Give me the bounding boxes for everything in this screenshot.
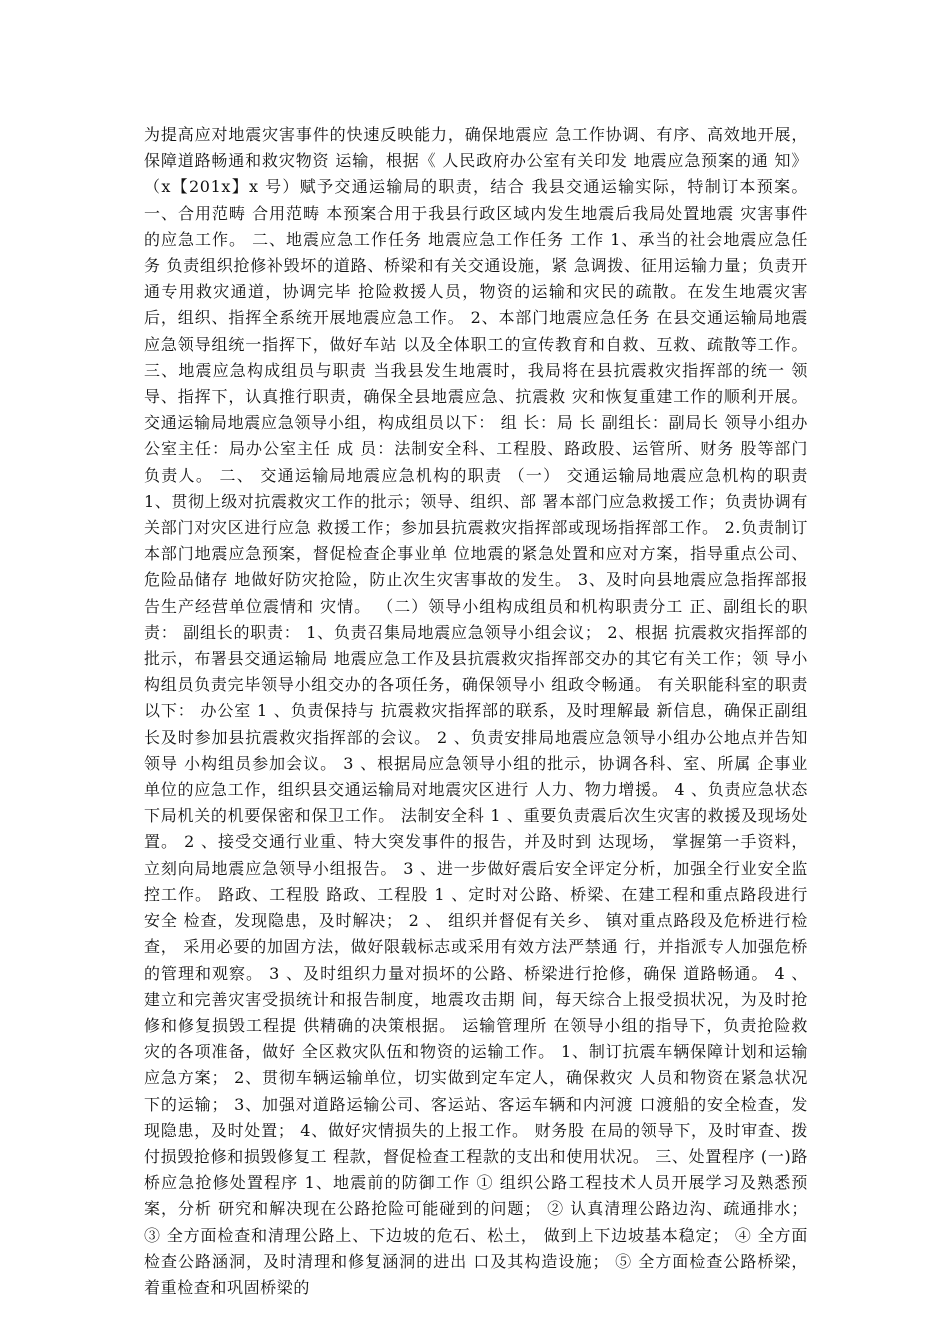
body-paragraph: 为提高应对地震灾害事件的快速反映能力，确保地震应 急工作协调、有序、高效地开展，保障道路畅通和救灾物资 运输，根据《 人民政府办公室有关印发 地震应急预案的通 知》（x【201x】x 号）赋予交通运输局的职责，结合 我县交通运输实际，特制订本预案。 一、合用范畴 合用范畴 本预案合用于我县行政区域内发生地震后我局处置地震 灾害事件的应急工作。 二、地震应急工作任务 地震应急工作任务 工作 1、承当的社会地震应急任务 负责组织抢修补毁坏的道路、桥梁和有关交通设施，紧 急调拨、征用运输力量；负责开通专用救灾通道，协调完毕 抢险救援人员，物资的运输和灾民的疏散。在发生地震灾害 后，组织、指挥全系统开展地震应急工作。 2、本部门地震应急任务 在县交通运输局地震应急领导组统一指挥下，做好车站 以及全体职工的宣传教育和自救、互救、疏散等工作。 三、地震应急构成组员与职责 当我县发生地震时，我局将在县抗震救灾指挥部的统一 领导、指挥下，认真推行职责，确保全县地震应急、抗震救 灾和恢复重建工作的顺利开展。 交通运输局地震应急领导小组，构成组员以下： 组 长：局 长 副组长：副局长 领导小组办公室主任：局办公室主任 成 员：法制安全科、工程股、路政股、运管所、财务 股等部门负责人。 二、 交通运输局地震应急机构的职责 （一） 交通运输局地震应急机构的职责 1、贯彻上级对抗震救灾工作的批示；领导、组织、部 署本部门应急救援工作；负责协调有关部门对灾区进行应急 救援工作；参加县抗震救灾指挥部或现场指挥部工作。 2.负责制订本部门地震应急预案，督促检查企事业单 位地震的紧急处置和应对方案，指导重点公司、危险品储存 地做好防灾抢险，防止次生灾害事故的发生。 3、及时向县地震应急指挥部报告生产经营单位震情和 灾情。 （二）领导小组构成组员和机构职责分工 正、副组长的职责： 副组长的职责： 1、负责召集局地震应急领导小组会议； 2、根据 抗震救灾指挥部的批示，布署县交通运输局 地震应急工作及县抗震救灾指挥部交办的其它有关工作；领 导小构组员负责完毕领导小组交办的各项任务，确保领导小 组政令畅通。 有关职能科室的职责以下： 办公室 1 、负责保持与 抗震救灾指挥部的联系，及时理解最 新信息，确保正副组长及时参加县抗震救灾指挥部的会议。 2 、负责安排局地震应急领导小组办公地点并告知领导 小构组员参加会议。 3 、根据局应急领导小组的批示，协调各科、室、所属 企事业单位的应急工作，组织县交通运输局对地震灾区进行 人力、物力增援。 4 、负责应急状态下局机关的机要保密和保卫工作。 法制安全科 1 、重要负责震后次生灾害的救援及现场处置。 2 、接受交通行业重、特大突发事件的报告，并及时到 达现场， 掌握第一手资料， 立刻向局地震应急领导小组报告。 3 、进一步做好震后安全评定分析，加强全行业安全监 控工作。 路政、工程股 路政、工程股 1 、定时对公路、桥梁、在建工程和重点路段进行安全 检查，发现隐患，及时解决； 2 、 组织并督促有关乡、 镇对重点路段及危桥进行检查， 采用必要的加固方法，做好限载标志或采用有效方法严禁通 行，并指派专人加强危桥的管理和观察。 3 、及时组织力量对损坏的公路、桥梁进行抢修，确保 道路畅通。 4 、建立和完善灾害受损统计和报告制度，地震攻击期 间，每天综合上报受损状况，为及时抢修和修复损毁工程提 供精确的决策根据。 运输管理所 在领导小组的指导下，负责抢险救灾的各项准备，做好 全区救灾队伍和物资的运输工作。 1、制订抗震车辆保障计划和运输应急方案； 2、贯彻车辆运输单位，切实做到定车定人，确保救灾 人员和物资在紧急状况下的运输； 3、加强对道路运输公司、客运站、客运车辆和内河渡 口渡船的安全检查，发现隐患，及时处置； 4、做好灾情损失的上报工作。 财务股 在局的领导下，及时审查、拨付损毁抢修和损毁修复工 程款，督促检查工程款的支出和使用状况。 三、处置程序 (一)路桥应急抢修处置程序 1、地震前的防御工作 ① 组织公路工程技术人员开展学习及熟悉预案，分析 研究和解决现在公路抢险可能碰到的问题； ② 认真清理公路边沟、疏通排水； ③ 全方面检查和清理公路上、下边坡的危石、松土， 做到上下边坡基本稳定； ④ 全方面检查公路涵洞，及时清理和修复涵洞的进出 口及其构造设施； ⑤ 全方面检查公路桥梁，着重检查和巩固桥梁的	[144, 125, 808, 1297]
